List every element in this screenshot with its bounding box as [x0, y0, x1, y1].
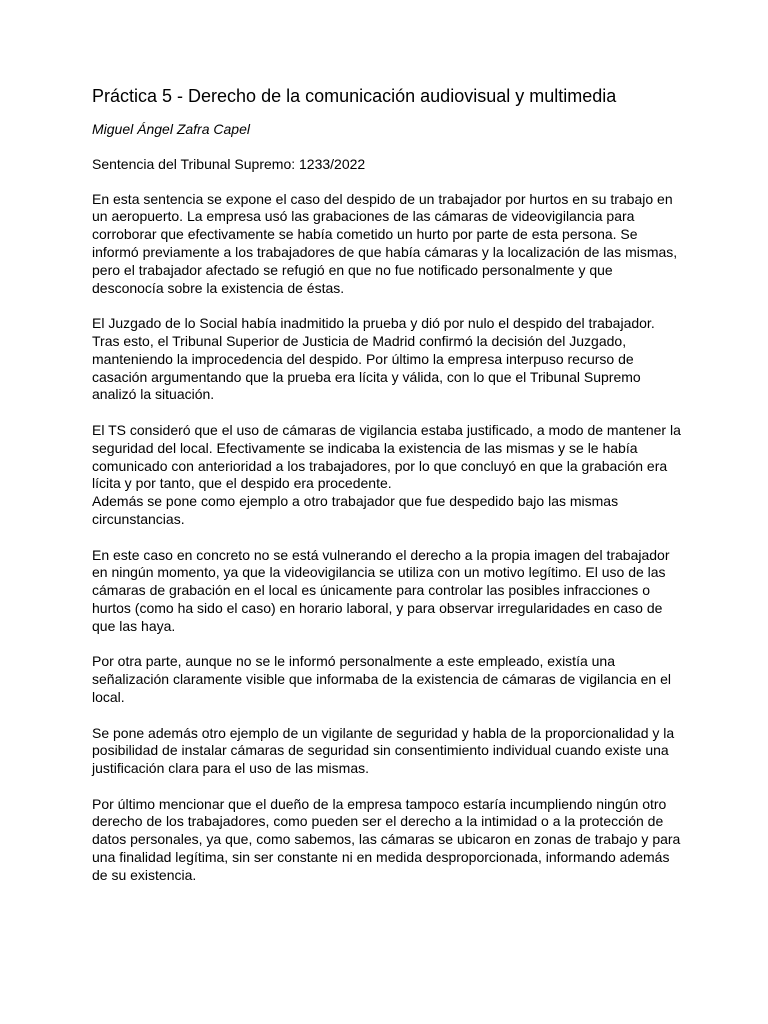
document-page: [92, 84, 682, 902]
paragraph-text: En esta sentencia se expone el caso del despido de un trabajador por hurtos en su trabajo en un aeropuerto. La empresa usó las grabaciones de las cámaras de videovigilancia para corroborar que efectivamente se había cometido un hurto por parte de esta persona. Se informó previamente a los trabajadores de que había cámaras y la localización de las mismas, pero el trabajador afectado se refugió en que no fue notificado personalmente y que desconocía sobre la existencia de éstas.: [92, 190, 678, 296]
paragraph-text: Se pone además otro ejemplo de un vigilante de seguridad y habla de la proporcionalidad y la posibilidad de instalar cámaras de seguridad sin consentimiento individual cuando existe una justificación clara para el uso de las mismas.: [92, 724, 675, 777]
author-name: Miguel Ángel Zafra Capel: [92, 121, 250, 137]
paragraph-text: Por último mencionar que el dueño de la empresa tampoco estaría incumpliendo ningún otro derecho de los trabajadores, como pueden ser el derecho a la intimidad o a la protección de datos personales, ya que, como sabemos, las cámaras se ubicaron en zonas de trabajo y para una finalidad legítima, sin ser constante ni en medida desproporcionada, informando además de su existencia.: [92, 795, 681, 883]
paragraph-conclusion: [92, 796, 682, 885]
sentence-reference: Sentencia del Tribunal Supremo: 1233/2022: [92, 155, 366, 172]
paragraph-signage: [92, 653, 682, 706]
paragraph-text: Por otra parte, aunque no se le informó personalmente a este empleado, existía una señalización claramente visible que informaba de la existencia de cámaras de vigilancia en el local.: [92, 653, 671, 705]
paragraph-text: Además se pone como ejemplo a otro trabajador que fue despedido bajo las mismas circunstancias.: [92, 493, 619, 527]
paragraph-supreme-court-ruling: [92, 422, 682, 529]
paragraph-prior-rulings: [92, 315, 682, 404]
paragraph-text: En este caso en concreto no se está vulnerando el derecho a la propia imagen del trabajador en ningún momento, ya que la videovigilancia se utiliza con un motivo legítimo. El uso de las cámaras de grabación en el local es únicamente para controlar las posibles infracciones o hurtos (como ha sido el caso) en horario laboral, y para observar irregularidades en caso de que las haya.: [92, 546, 670, 634]
paragraph-text: El Juzgado de lo Social había inadmitido la prueba y dió por nulo el despido del trabajador. Tras esto, el Tribunal Superior de Justicia de Madrid confirmó la decisión del Juzgado, manteniendo la improcedencia del despido. Por último la empresa interpuso recurso de casación argumentando que la prueba era lícita y válida, con lo que el Tribunal Supremo analizó la situación.: [92, 315, 655, 403]
document-title: Práctica 5 - Derecho de la comunicación audiovisual y multimedia: [92, 86, 617, 106]
paragraph-text: El TS consideró que el uso de cámaras de vigilancia estaba justificado, a modo de mantener la seguridad del local. Efectivamente se indicaba la existencia de las mismas y se le había comunicado con anterioridad a los trabajadores, por lo que concluyó en que la grabación era lícita y por tanto, que el despido era procedente.: [92, 421, 681, 492]
paragraph-proportionality: [92, 725, 682, 778]
paragraph-image-rights: [92, 547, 682, 636]
paragraph-case-summary: [92, 191, 682, 298]
